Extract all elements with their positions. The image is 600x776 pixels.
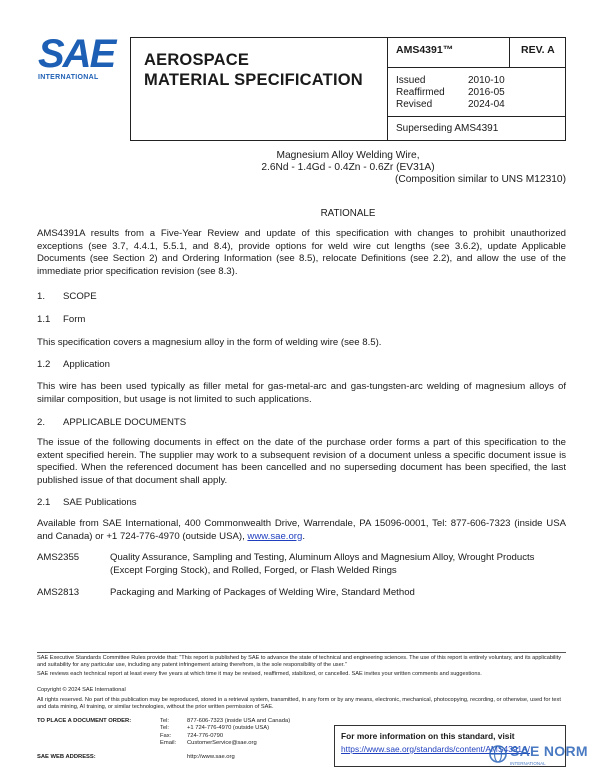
- section-2-text: The issue of the following documents in effect on the date of the purchase order forms a part of this specification to the extent specified herein. The supplier may work to a subsequent revision of a document unless a specific document issue is specified. When the referenced document has been cancelled and no superseding document has been specified, the last published issue of that document shall apply.: [37, 437, 566, 486]
- section-2-1-text: [37, 518, 566, 543]
- section-title: Form: [63, 314, 86, 325]
- reference-code: AMS2355: [37, 552, 80, 563]
- contact-label: Email:: [160, 740, 177, 746]
- revision-label: REV. A: [521, 44, 555, 56]
- reference-code: AMS2813: [37, 587, 80, 598]
- globe-icon: [488, 744, 508, 764]
- subject-line2: 2.6Nd - 1.4Gd - 0.4Zn - 0.6Zr (EV31A): [261, 162, 435, 173]
- rationale-heading: RATIONALE: [320, 208, 376, 219]
- contact-label: Tel:: [160, 725, 170, 731]
- spec-title-line1: AEROSPACE: [144, 51, 250, 69]
- section-1-2-text: This wire has been used typically as filler metal for gas-metal-arc and gas-tungsten-arc welding of magnesium alloys of similar composition, but usage is not limited to such applications.: [37, 381, 566, 405]
- superseding-note: Superseding AMS4391: [396, 123, 499, 134]
- contact-label: Tel:: [160, 718, 170, 724]
- section-title: SAE Publications: [63, 497, 137, 508]
- header-divider-rev: [509, 37, 510, 67]
- web-label: SAE WEB ADDRESS:: [37, 754, 96, 760]
- section-title: SCOPE: [63, 291, 97, 302]
- reference-description: Quality Assurance, Sampling and Testing, Aluminum Alloys and Magnesium Alloy, Wrought Products (Except Forging Stock), and Rolled, Forged, or Flash Welded Rings: [110, 552, 535, 576]
- history-label-revised: Revised: [396, 99, 433, 110]
- section-1-2-heading: [37, 359, 110, 370]
- contact-value: 724-776-0790: [187, 733, 224, 739]
- contact-label: Fax:: [160, 733, 172, 739]
- footer-rights: All rights reserved. No part of this publication may be reproduced, stored in a retrieval system, transmitted, in any form or by any means, electronic, mechanical, photocopying, recording, or otherwise, used for text and data mining, AI training, or similar technologies, without the prior written permission of SAE.: [37, 697, 561, 711]
- section-2-1-heading: [37, 497, 137, 508]
- section-title: Application: [63, 359, 110, 370]
- spec-header: [130, 37, 566, 141]
- watermark-text: SAE NORM: [510, 743, 588, 759]
- section-1-1-text: This specification covers a magnesium alloy in the form of welding wire (see 8.5).: [37, 337, 382, 348]
- history-value-issued: 2010-10: [468, 75, 505, 86]
- history-label-reaffirmed: Reaffirmed: [396, 87, 445, 98]
- section-number: 1.1: [37, 314, 51, 325]
- history-value-reaffirmed: 2016-05: [468, 87, 505, 98]
- history-value-revised: 2024-04: [468, 99, 505, 110]
- standard-page-link[interactable]: https://www.sae.org/standards/content/AMS4391A/: [341, 744, 531, 754]
- contact-value[interactable]: CustomerService@sae.org: [187, 740, 257, 746]
- spec-title-line2: MATERIAL SPECIFICATION: [144, 71, 363, 89]
- footer-rules: SAE Executive Standards Committee Rules provide that: “This report is published by SAE to advance the state of technical and engineering sciences. The use of this report is entirely voluntary, and its applicability and suitability for any particular use, including any patent infringement arising therefrom, is the sole responsibility of the user.”: [37, 655, 562, 669]
- rationale-text: AMS4391A results from a Five-Year Review and update of this specification with changes to prohibit unauthorized exceptions (see 3.7, 4.4.1, 5.5.1, and 8.4), provide options for weld wire cut lengths (see 3.6.2), update Applicable Documents (see Section 2) and Ordering Information (see 8.5), relocate Definitions (see 2.2), and allow the use of the immediate prior specification revision (see 8.3).: [37, 228, 566, 277]
- watermark-subtext: INTERNATIONAL: [510, 761, 546, 766]
- history-label-issued: Issued: [396, 75, 426, 86]
- footer-divider: [37, 652, 566, 653]
- sae-logo: [36, 32, 122, 82]
- section-number: 2.: [37, 417, 46, 428]
- section-number: 2.1: [37, 497, 51, 508]
- contact-value: 877-606-7323 (inside USA and Canada): [187, 718, 291, 724]
- section-number: 1.: [37, 291, 46, 302]
- section-1-1-heading: [37, 314, 85, 325]
- section-1-heading: [37, 291, 97, 302]
- header-rule-2: [387, 116, 565, 117]
- web-address[interactable]: http://www.sae.org: [187, 754, 235, 760]
- reference-description: Packaging and Marking of Packages of Welding Wire, Standard Method: [110, 587, 415, 598]
- sae-logo-wordmark: SAE: [38, 32, 115, 76]
- header-rule-1: [387, 67, 565, 68]
- contact-value: +1 724-776-4970 (outside USA): [187, 725, 270, 731]
- sae-address-end: .: [302, 530, 305, 542]
- sae-logo-subtext: INTERNATIONAL: [38, 74, 99, 81]
- section-title: APPLICABLE DOCUMENTS: [63, 417, 187, 428]
- section-number: 1.2: [37, 359, 51, 370]
- order-label: TO PLACE A DOCUMENT ORDER:: [37, 718, 132, 724]
- sae-website-link[interactable]: www.sae.org: [247, 530, 303, 542]
- sae-norm-watermark: [488, 740, 594, 770]
- subject-line3: (Composition similar to UNS M12310): [395, 174, 566, 185]
- more-info-title: For more information on this standard, visit: [341, 731, 515, 741]
- section-2-heading: [37, 417, 186, 428]
- subject-line1: Magnesium Alloy Welding Wire,: [276, 150, 420, 161]
- footer-review: SAE reviews each technical report at least every five years at which time it may be revised, reaffirmed, stabilized, or cancelled. SAE invites your written comments and suggestions.: [37, 671, 482, 677]
- doc-number: AMS4391™: [396, 44, 454, 56]
- sae-address-text: Available from SAE International, 400 Commonwealth Drive, Warrendale, PA 15096-0001, Tel: 877-606-7323 (inside USA and Canada) or +1 724-776-4970 (outside USA),: [37, 518, 566, 542]
- footer-copyright: Copyright © 2024 SAE International: [37, 687, 126, 693]
- header-divider: [387, 37, 388, 141]
